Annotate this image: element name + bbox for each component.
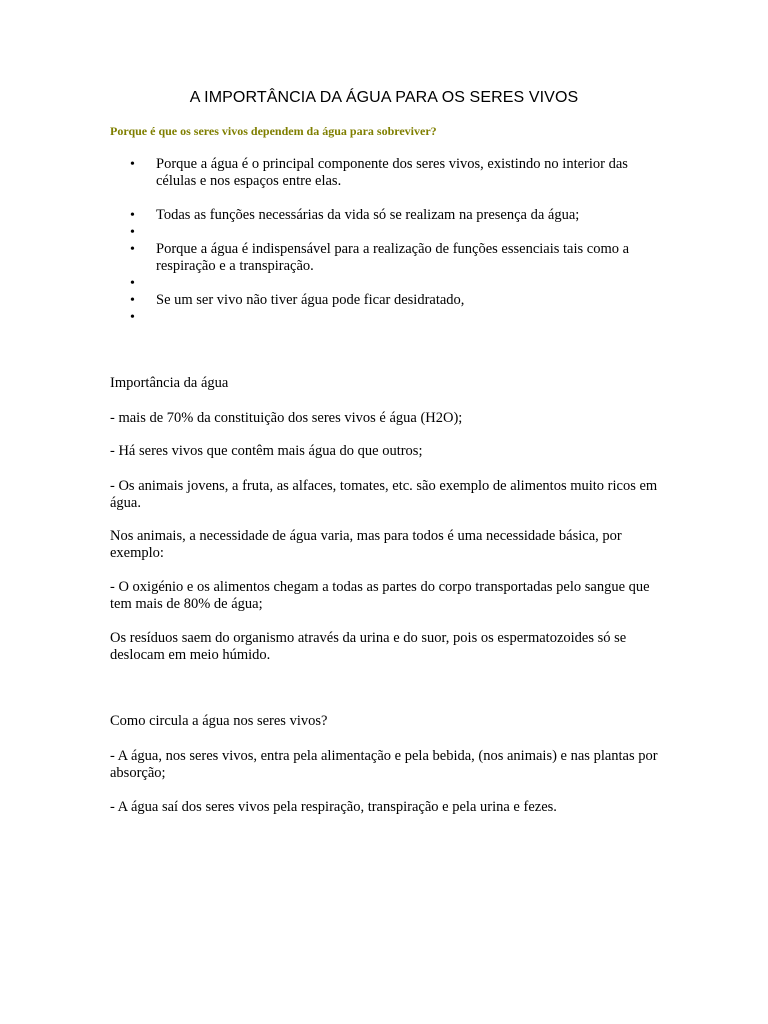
bullet-item [110, 309, 670, 326]
section-heading-importance: Importância da água [110, 375, 229, 391]
bullet-dot-icon: • [130, 225, 135, 240]
paragraph: - A água, nos seres vivos, entra pela alimentação e pela bebida, (nos animais) e nas plantas por absorção; [110, 748, 658, 781]
document-title: A IMPORTÂNCIA DA ÁGUA PARA OS SERES VIVOS [189, 89, 579, 106]
bullet-text: Porque a água é o principal componente dos seres vivos, existindo no interior das células e nos espaços entre elas. [156, 156, 628, 189]
question-heading: Porque é que os seres vivos dependem da água para sobreviver? [110, 124, 437, 138]
paragraph: - A água saí dos seres vivos pela respiração, transpiração e pela urina e fezes. [110, 799, 557, 815]
bullet-text: Todas as funções necessárias da vida só se realizam na presença da água; [156, 207, 580, 223]
bullet-item [110, 156, 670, 190]
bullet-item [110, 292, 670, 309]
bullet-dot-icon: • [130, 157, 135, 172]
paragraph: - mais de 70% da constituição dos seres vivos é água (H2O); [110, 410, 463, 426]
bullet-text: Se um ser vivo não tiver água pode ficar desidratado, [156, 292, 465, 308]
paragraph: - Os animais jovens, a fruta, as alfaces, tomates, etc. são exemplo de alimentos muito ricos em água. [110, 478, 658, 511]
paragraph: Os resíduos saem do organismo através da urina e do suor, pois os espermatozoides só se deslocam em meio húmido. [110, 630, 627, 663]
bullet-dot-icon: • [130, 293, 135, 308]
bullet-item [110, 207, 670, 224]
paragraph: Nos animais, a necessidade de água varia, mas para todos é uma necessidade básica, por exemplo: [110, 528, 622, 561]
bullet-list [110, 156, 670, 326]
bullet-item [110, 224, 670, 241]
paragraph: - Há seres vivos que contêm mais água do que outros; [110, 443, 423, 459]
paragraph: - O oxigénio e os alimentos chegam a todas as partes do corpo transportadas pelo sangue que tem mais de 80% de água; [110, 579, 650, 612]
bullet-dot-icon: • [130, 276, 135, 291]
bullet-dot-icon: • [130, 310, 135, 325]
bullet-text: Porque a água é indispensável para a realização de funções essenciais tais como a respiração e a transpiração. [156, 241, 630, 274]
section-heading-circulation: Como circula a água nos seres vivos? [110, 713, 328, 729]
bullet-item [110, 241, 670, 275]
bullet-dot-icon: • [130, 242, 135, 257]
bullet-dot-icon: • [130, 208, 135, 223]
bullet-item [110, 275, 670, 292]
